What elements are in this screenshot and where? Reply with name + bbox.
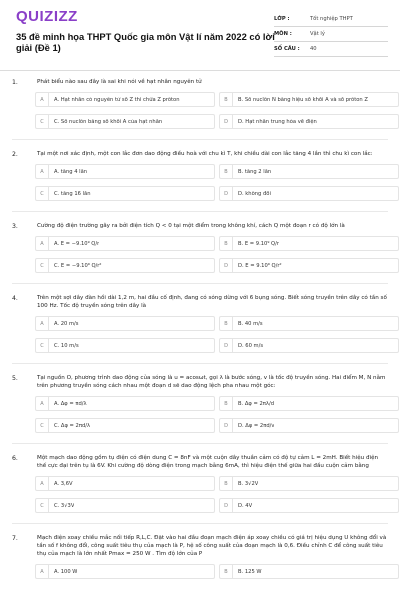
answer-options: [35, 164, 388, 201]
option-letter: C: [36, 187, 49, 200]
question-separator: [12, 139, 388, 140]
option-text: D. 4V: [238, 502, 253, 509]
answer-option[interactable]: [219, 316, 399, 331]
option-letter: A: [36, 317, 49, 330]
question-separator: [12, 523, 388, 524]
page-title: 35 đề minh họa THPT Quốc gia môn Vật lí năm 2022 có lời giải (Đề 1): [16, 31, 275, 53]
option-letter: B: [220, 165, 233, 178]
answer-option[interactable]: [35, 338, 215, 353]
question-text: Tại một nơi xác định, một con lắc đơn dao động điều hoà với chu kì T, khi chiều dài con lắc tăng 4 lần thì chu kì con lắc:: [37, 151, 373, 157]
answer-option[interactable]: [219, 114, 399, 129]
answer-option[interactable]: [219, 258, 399, 273]
meta-value: Tốt nghiệp THPT: [310, 16, 353, 22]
header-divider: [0, 70, 400, 71]
option-text: A. 100 W: [54, 568, 78, 575]
meta-row-class: [274, 12, 388, 27]
option-letter: B: [220, 93, 233, 106]
option-letter: B: [220, 477, 233, 490]
answer-option[interactable]: [219, 236, 399, 251]
meta-key: LỚP :: [274, 16, 290, 22]
question-item: [12, 294, 388, 364]
option-text: D. E = 9.10⁹ Q/r²: [238, 262, 282, 269]
question-item: [12, 534, 388, 579]
meta-row-count: [274, 42, 388, 57]
question-separator: [12, 283, 388, 284]
question-text: Một mạch dao động gồm tụ điện có điện dung C = 8nF và một cuộn dây thuần cảm có độ tự cảm L = 2mH. Biết hiệu điện thế cực đại trên tụ là 6V. Khi cường độ dòng điện trong mạch bằng 6mA, thì hiệu điện thế giữa hai đầu cuộn cảm bằng: [37, 455, 379, 469]
option-text: A. 3,6V: [54, 480, 73, 487]
option-text: B. Số nuclôn N bằng hiệu số khối A và số prôton Z: [238, 96, 368, 103]
answer-options: [35, 236, 388, 273]
worksheet-header: [0, 0, 400, 64]
question-item: [12, 150, 388, 212]
question-item: [12, 78, 388, 140]
answer-option[interactable]: [35, 396, 215, 411]
option-text: C. tăng 16 lần: [54, 190, 91, 197]
option-letter: D: [220, 187, 233, 200]
option-letter: D: [220, 419, 233, 432]
answer-option[interactable]: [219, 498, 399, 513]
answer-option[interactable]: [35, 258, 215, 273]
option-letter: D: [220, 259, 233, 272]
option-text: B. 3√2V: [238, 480, 259, 487]
meta-value: 40: [310, 46, 317, 52]
option-text: D. 60 m/s: [238, 342, 264, 349]
answer-option[interactable]: [219, 396, 399, 411]
question-text: Trên một sợi dây đàn hồi dài 1,2 m, hai đầu cố định, đang có sóng dừng với 6 bụng sóng. Biết sóng truyền trên dây có tần số 100 Hz. Tốc độ truyền sóng trên dây là: [37, 295, 387, 309]
question-item: [12, 374, 388, 444]
question-text: Cường độ điện trường gây ra bởi điện tích Q < 0 tại một điểm trong không khí, cách Q một đoạn r có độ lớn là: [37, 223, 345, 229]
option-text: C. Δφ = 2πd/λ: [54, 422, 91, 429]
meta-row-subject: [274, 27, 388, 42]
option-text: A. tăng 4 lần: [54, 168, 88, 175]
option-text: B. E = 9.10⁹ Q/r: [238, 240, 280, 247]
answer-option[interactable]: [219, 164, 399, 179]
option-letter: D: [220, 499, 233, 512]
question-number: 3.: [12, 223, 18, 230]
question-number: 6.: [12, 455, 18, 462]
option-text: A. 20 m/s: [54, 320, 79, 327]
answer-option[interactable]: [35, 164, 215, 179]
answer-option[interactable]: [35, 92, 215, 107]
option-letter: C: [36, 259, 49, 272]
question-number: 1.: [12, 79, 18, 86]
option-letter: C: [36, 499, 49, 512]
question-separator: [12, 443, 388, 444]
option-letter: B: [220, 237, 233, 250]
answer-option[interactable]: [219, 338, 399, 353]
option-text: B. 125 W: [238, 568, 262, 575]
question-number: 5.: [12, 375, 18, 382]
option-text: A. Δφ = πd/λ: [54, 400, 87, 407]
option-text: C. 10 m/s: [54, 342, 79, 349]
option-letter: C: [36, 419, 49, 432]
option-letter: B: [220, 565, 233, 578]
answer-option[interactable]: [35, 114, 215, 129]
option-letter: A: [36, 477, 49, 490]
answer-option[interactable]: [35, 316, 215, 331]
answer-options: [35, 92, 388, 129]
answer-option[interactable]: [219, 476, 399, 491]
meta-key: SỐ CÂU :: [274, 46, 300, 52]
answer-options: [35, 476, 388, 513]
option-text: C. 3√3V: [54, 502, 75, 509]
question-number: 4.: [12, 295, 18, 302]
answer-option[interactable]: [35, 564, 215, 579]
answer-options: [35, 316, 388, 353]
question-item: [12, 454, 388, 524]
question-text: Tại nguồn O, phương trình dao động của sóng là u = acosωt, gọi λ là bước sóng, v là tốc độ truyền sóng. Hai điểm M, N nằm trên phương truyền sóng cách nhau một đoạn d sẽ dao động lệch pha nhau một góc:: [37, 375, 386, 389]
quizizz-logo: QUIZIZZ: [16, 8, 78, 25]
answer-option[interactable]: [35, 498, 215, 513]
question-item: [12, 222, 388, 284]
question-separator: [12, 211, 388, 212]
option-letter: B: [220, 397, 233, 410]
question-separator: [12, 363, 388, 364]
question-number: 7.: [12, 535, 18, 542]
option-text: C. Số nuclôn bằng số khối A của hạt nhân: [54, 118, 163, 125]
answer-option[interactable]: [35, 418, 215, 433]
option-letter: A: [36, 565, 49, 578]
option-letter: A: [36, 165, 49, 178]
option-letter: A: [36, 93, 49, 106]
question-list: [0, 78, 400, 589]
option-text: D. Δφ = 2πd/v: [238, 422, 275, 429]
option-text: D. không đổi: [238, 190, 271, 197]
option-letter: C: [36, 339, 49, 352]
option-letter: B: [220, 317, 233, 330]
answer-option[interactable]: [35, 186, 215, 201]
option-text: B. 40 m/s: [238, 320, 263, 327]
option-letter: D: [220, 115, 233, 128]
meta-value: Vật lý: [310, 31, 325, 37]
option-text: A. Hạt nhân có nguyên tử số Z thì chứa Z prôton: [54, 96, 180, 103]
option-text: D. Hạt nhân trung hòa về điện: [238, 118, 317, 125]
option-text: A. E = −9.10⁹ Q/r: [54, 240, 100, 247]
answer-option[interactable]: [219, 92, 399, 107]
option-letter: D: [220, 339, 233, 352]
meta-table: [274, 12, 388, 57]
option-text: C. E = −9.10⁹ Q/r²: [54, 262, 102, 269]
answer-options: [35, 564, 388, 579]
question-number: 2.: [12, 151, 18, 158]
option-letter: C: [36, 115, 49, 128]
answer-option[interactable]: [219, 564, 399, 579]
option-text: B. tăng 2 lần: [238, 168, 272, 175]
answer-option[interactable]: [35, 236, 215, 251]
answer-option[interactable]: [219, 418, 399, 433]
meta-key: MÔN :: [274, 31, 292, 37]
answer-options: [35, 396, 388, 433]
option-letter: A: [36, 237, 49, 250]
option-letter: A: [36, 397, 49, 410]
answer-option[interactable]: [219, 186, 399, 201]
option-text: B. Δφ = 2πλ/d: [238, 400, 275, 407]
answer-option[interactable]: [35, 476, 215, 491]
question-text: Mạch điện xoay chiều mắc nối tiếp R,L,C. Đặt vào hai đầu đoạn mạch điện áp xoay chiều có giá trị hiệu dụng U không đổi và tần số f không đổi, công suất tiêu thụ của mạch là P, hệ số công suất của đoạn mạch là 0,6. Điều chỉnh C để công suất tiêu thụ của mạch là lớn nhất Pmax = 250 W . Tìm độ lớn của P: [37, 535, 387, 557]
question-text: Phát biểu nào sau đây là sai khi nói về hạt nhân nguyên tử: [37, 79, 202, 85]
